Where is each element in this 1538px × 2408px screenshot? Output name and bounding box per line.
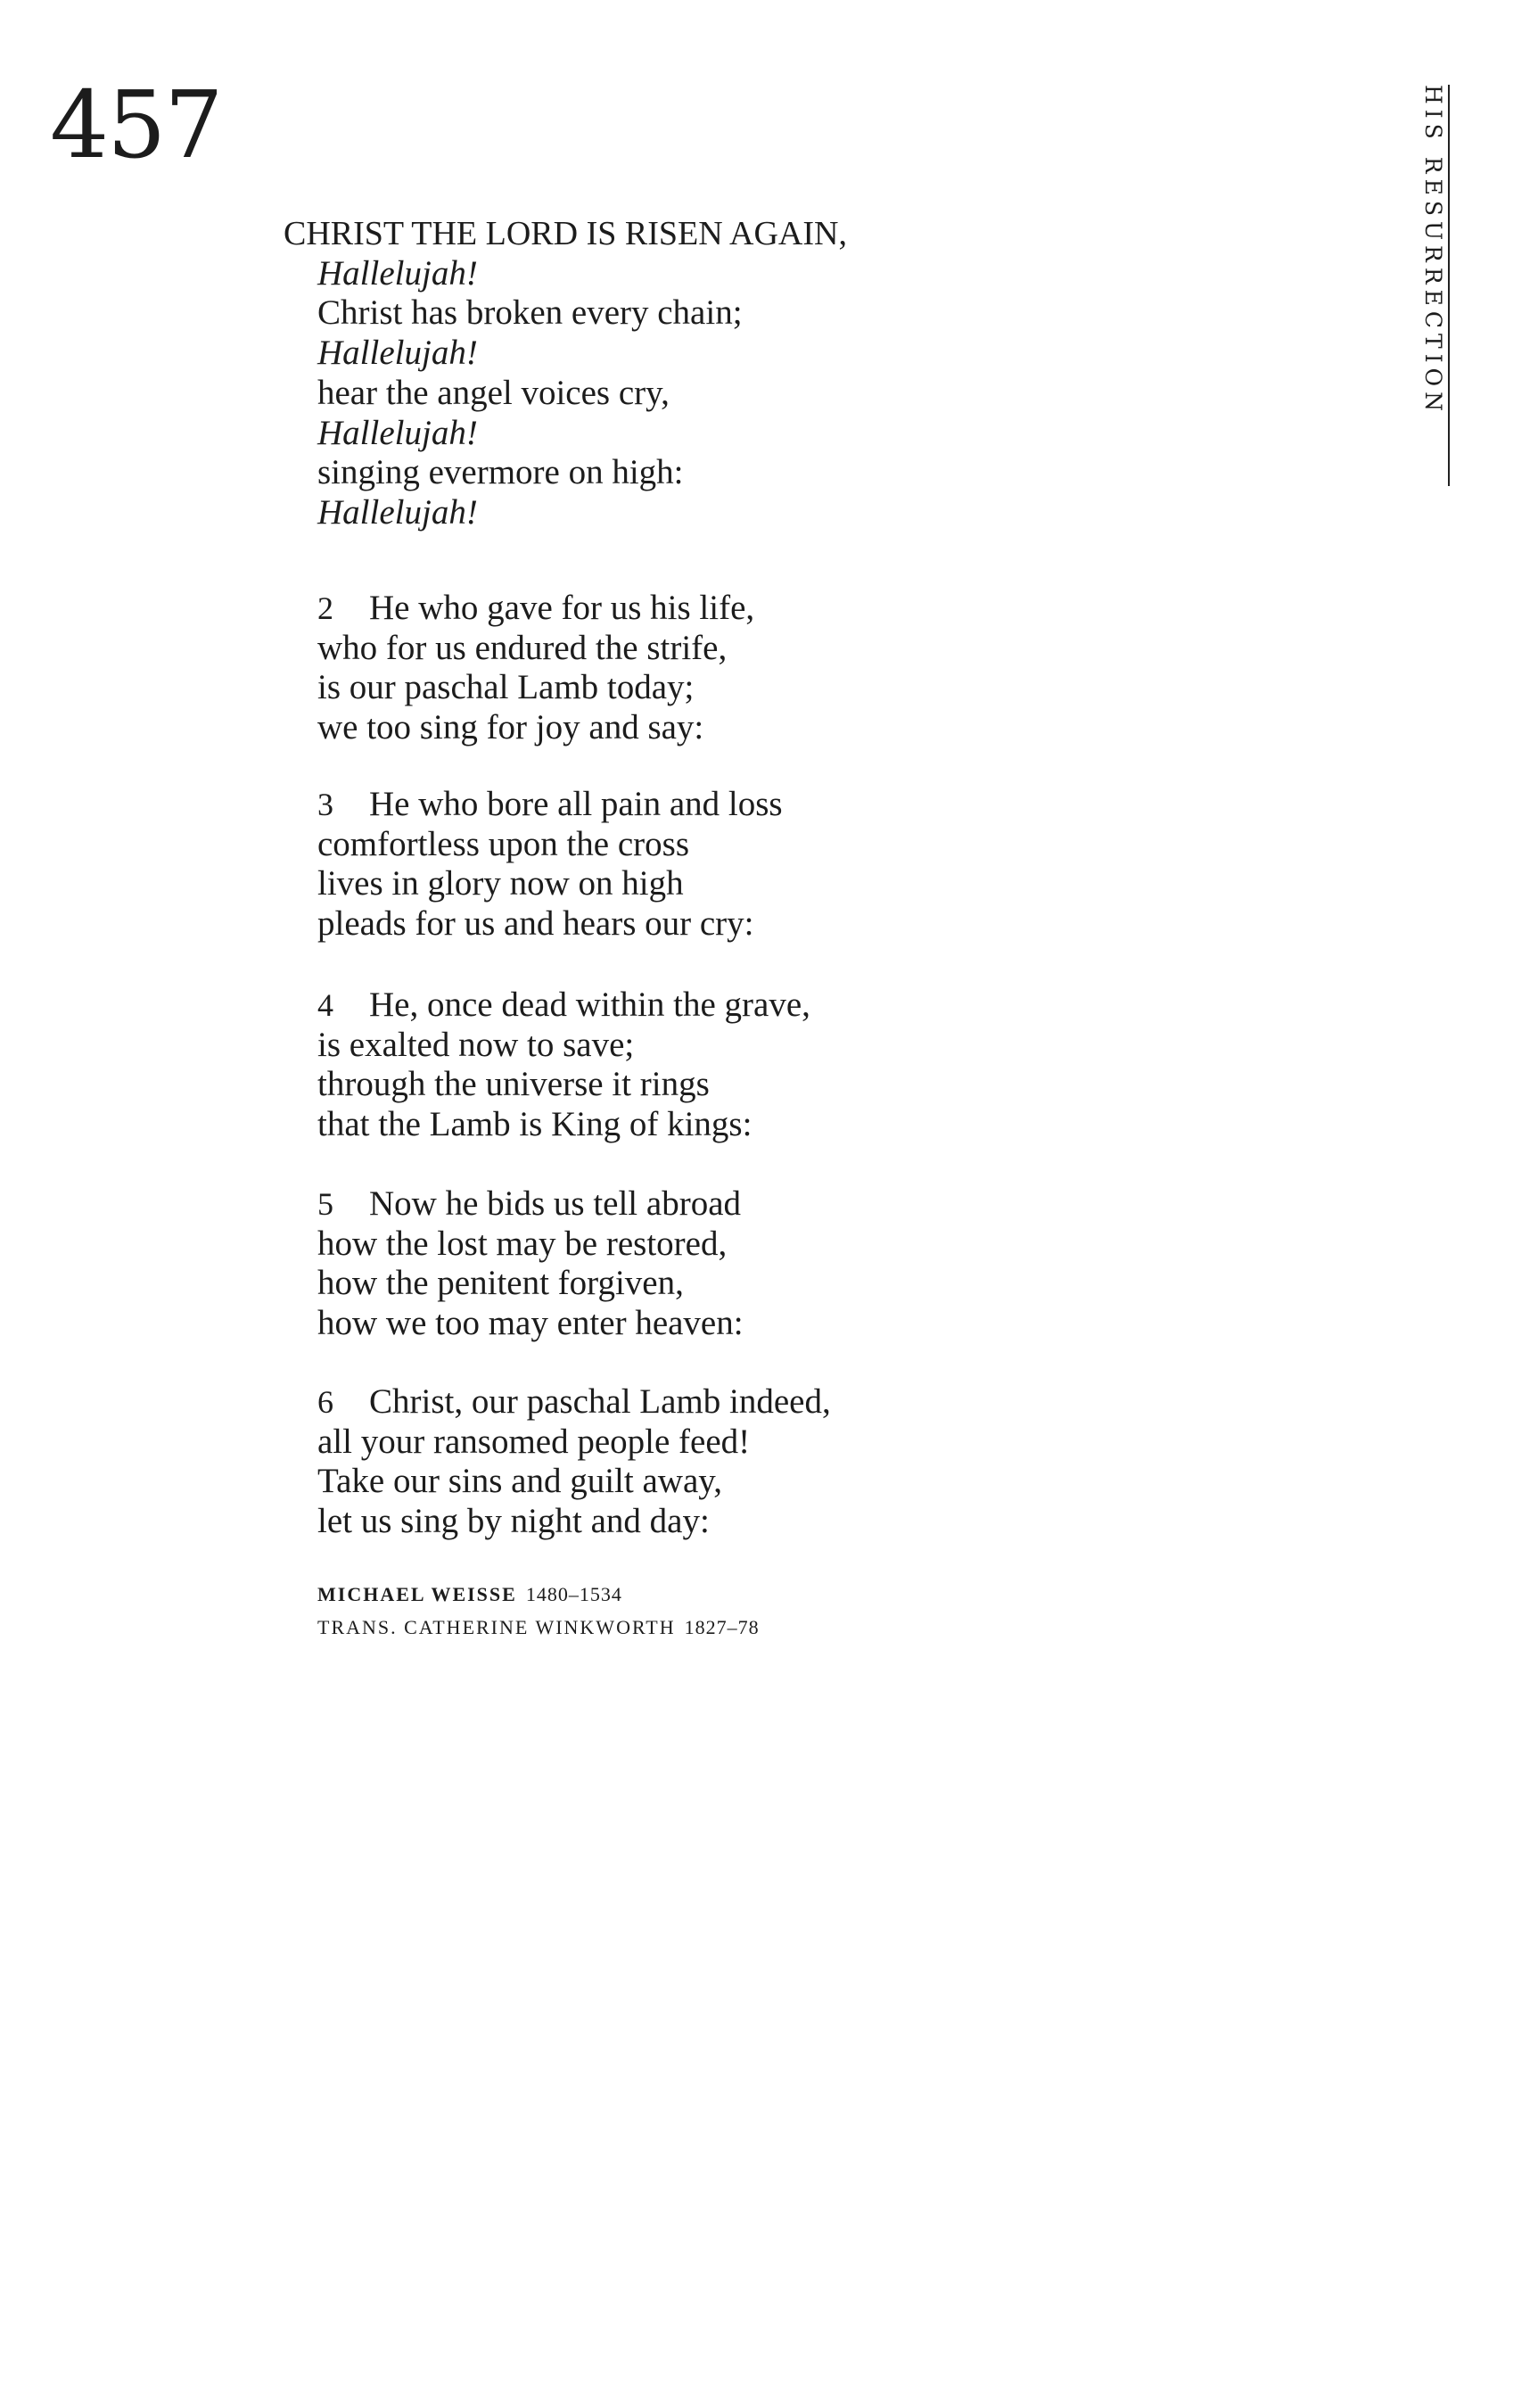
verse-line xyxy=(317,1184,741,1224)
translator-dates: 1827–78 xyxy=(684,1616,760,1638)
line-text: through the universe it rings xyxy=(317,1065,710,1104)
verse-line xyxy=(317,1026,634,1065)
line-text: who for us endured the strife, xyxy=(317,628,728,667)
verse-line xyxy=(317,1502,710,1541)
author-credit xyxy=(317,1583,622,1606)
line-text: hear the angel voices cry, xyxy=(317,373,670,412)
line-text: that the Lamb is King of kings: xyxy=(317,1105,753,1144)
translator-name: TRANS. CATHERINE WINKWORTH xyxy=(317,1616,676,1638)
line-text: Now he bids us tell abroad xyxy=(369,1184,742,1223)
verse-line xyxy=(317,1423,750,1462)
line-text: He who bore all pain and loss xyxy=(369,785,783,823)
refrain-line xyxy=(317,334,478,373)
verse-line xyxy=(317,453,684,492)
line-text: pleads for us and hears our cry: xyxy=(317,904,754,944)
line-text: is our paschal Lamb today; xyxy=(317,668,695,707)
author-dates: 1480–1534 xyxy=(525,1583,622,1605)
line-text: He, once dead within the grave, xyxy=(369,985,810,1024)
hymn-number: 457 xyxy=(50,70,222,179)
verse-line xyxy=(317,629,727,668)
line-text: Hallelujah! xyxy=(317,253,478,293)
verse-line xyxy=(317,1105,752,1144)
translator-credit xyxy=(317,1616,760,1639)
verse-line xyxy=(317,589,754,628)
line-text: Christ has broken every chain; xyxy=(317,293,743,333)
line-text: Take our sins and guilt away, xyxy=(317,1462,722,1501)
line-text: Hallelujah! xyxy=(317,492,478,532)
verse-line xyxy=(317,864,684,903)
refrain-line xyxy=(317,254,478,293)
line-text: we too sing for joy and say: xyxy=(317,708,704,747)
verse-number: 6 xyxy=(317,1384,333,1420)
verse-line xyxy=(317,293,743,333)
verse-number: 3 xyxy=(317,787,333,822)
line-text: Christ, our paschal Lamb indeed, xyxy=(369,1382,831,1421)
line-text: comfortless upon the cross xyxy=(317,824,690,863)
line-text: singing evermore on high: xyxy=(317,453,684,492)
verse-line xyxy=(317,825,689,864)
line-text: lives in glory now on high xyxy=(317,864,684,903)
verse-line xyxy=(317,1264,684,1303)
line-text: all your ransomed people feed! xyxy=(317,1422,751,1461)
verse-line xyxy=(317,1382,831,1422)
line-text: how we too may enter heaven: xyxy=(317,1304,744,1343)
line-text: is exalted now to save; xyxy=(317,1025,635,1064)
verse-line xyxy=(317,668,694,707)
verse-line xyxy=(317,985,810,1025)
author-name: MICHAEL WEISSE xyxy=(317,1583,517,1605)
line-text: CHRIST THE LORD IS RISEN AGAIN, xyxy=(284,215,847,252)
line-text: Hallelujah! xyxy=(317,334,478,373)
section-tab xyxy=(1418,85,1450,486)
verse-line xyxy=(317,904,754,944)
verse-line xyxy=(317,1065,710,1104)
verse-number: 2 xyxy=(317,590,333,626)
line-text: how the penitent forgiven, xyxy=(317,1264,684,1303)
verse-line xyxy=(284,214,847,253)
section-title: HIS RESURRECTION xyxy=(1420,85,1446,416)
refrain-line xyxy=(317,493,478,532)
verse-line xyxy=(317,1462,722,1501)
line-text: let us sing by night and day: xyxy=(317,1502,710,1541)
verse-line xyxy=(317,374,670,413)
verse-line xyxy=(317,1225,727,1264)
line-text: Hallelujah! xyxy=(317,413,478,452)
verse-line xyxy=(317,1304,744,1343)
verse-number: 5 xyxy=(317,1186,333,1222)
refrain-line xyxy=(317,414,478,453)
line-text: how the lost may be restored, xyxy=(317,1224,728,1263)
verse-number: 4 xyxy=(317,987,333,1023)
verse-line xyxy=(317,708,703,747)
line-text: He who gave for us his life, xyxy=(369,589,755,627)
verse-line xyxy=(317,785,783,824)
